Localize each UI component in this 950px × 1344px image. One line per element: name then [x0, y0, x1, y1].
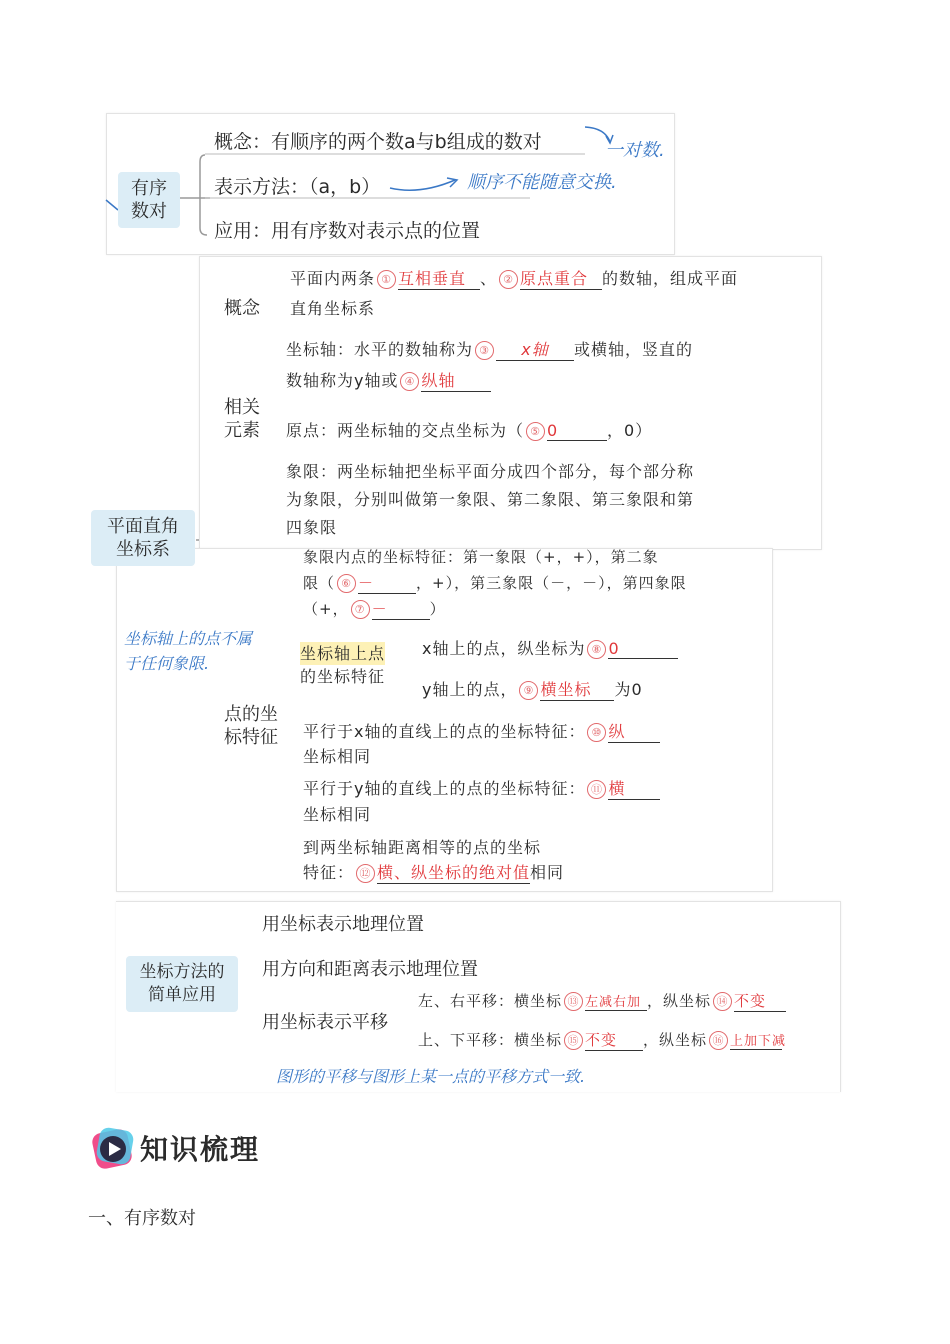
text: ）: [429, 600, 446, 618]
blank-number: ⑤: [526, 422, 545, 441]
text: 原点：两坐标轴的交点坐标为（: [286, 421, 525, 440]
node-text: 坐标方法的: [139, 962, 225, 982]
play-logo-icon: [90, 1125, 134, 1169]
plane-concept-line1: [290, 266, 738, 290]
on-axis-label: [300, 642, 385, 688]
blank-number: ⑮: [564, 1031, 583, 1050]
label-text: 点的坐: [224, 704, 278, 725]
parallel-y-line2: 坐标相同: [303, 805, 372, 824]
answer-2: 原点重合: [520, 266, 602, 290]
answer-1: 互相垂直: [398, 266, 480, 290]
axis-line1: [286, 337, 693, 361]
text: 限（: [303, 574, 336, 592]
node-text: 平面直角: [107, 516, 179, 537]
label-text: 元素: [224, 420, 260, 441]
blank-number: ⑫: [356, 864, 375, 883]
up-down-translation: [418, 1029, 787, 1051]
label-text: 标特征: [224, 727, 278, 748]
blank-number: ④: [400, 372, 419, 391]
geo-by-direction-distance: 用方向和距离表示地理位置: [262, 959, 478, 980]
blank-number: ⑦: [351, 600, 370, 619]
text: 相同: [530, 863, 565, 882]
blank-number: ⑨: [519, 681, 538, 700]
blank-number: ①: [377, 270, 396, 289]
answer-12: 横、纵坐标的绝对值: [377, 860, 530, 884]
ordered-pair-repr: 表示方法：（a，b）: [214, 176, 381, 198]
node-text: 简单应用: [148, 985, 216, 1005]
elements-label: [224, 396, 260, 442]
text: ，纵坐标: [643, 1031, 708, 1049]
parallel-x-line2: 坐标相同: [303, 747, 372, 766]
text: 左、右平移：横坐标: [418, 992, 563, 1010]
text: 或横轴，竖直的: [574, 340, 694, 359]
text: 平行于y轴的直线上的点的坐标特征：: [303, 779, 586, 798]
answer-10: 纵: [608, 719, 660, 743]
features-label: [224, 703, 278, 749]
translation-by-coordinates: 用坐标表示平移: [262, 1012, 388, 1033]
blank-number: ②: [499, 270, 518, 289]
text: ，纵坐标: [647, 992, 712, 1010]
y-axis-point: [422, 677, 643, 701]
node-ordered-pair: [118, 172, 180, 228]
geo-by-coordinates: 用坐标表示地理位置: [262, 914, 424, 935]
answer-14: 不变: [734, 990, 786, 1012]
text: x轴上的点，纵坐标为: [422, 639, 586, 658]
blank-number: ⑬: [564, 992, 583, 1011]
concept-note: 一对数.: [605, 140, 665, 161]
axis-line2: [286, 368, 491, 392]
quadrant-line3: 四象限: [286, 518, 338, 537]
answer-16: 上加下减: [730, 1030, 782, 1050]
text: y轴上的点，: [422, 680, 518, 699]
translation-note: 图形的平移与图形上某一点的平移方式一致.: [276, 1067, 586, 1086]
node-text: 数对: [131, 201, 167, 222]
text: 为0: [614, 680, 643, 699]
text: 的数轴，组成平面: [602, 269, 739, 288]
subsection-title: 一、有序数对: [88, 1208, 196, 1229]
blank-number: ⑯: [709, 1031, 728, 1050]
blank-number: ⑧: [587, 640, 606, 659]
blank-number: ⑩: [587, 723, 606, 742]
answer-13: 左减右加: [585, 991, 647, 1011]
section-heading: 知识梳理: [140, 1133, 261, 1166]
note-text: 于任何象限.: [124, 654, 210, 673]
blank-number: ③: [475, 341, 494, 360]
quadrant-line2: 为象限，分别叫做第一象限、第二象限、第三象限和第: [286, 490, 695, 509]
answer-11: 横: [608, 776, 660, 800]
quadrant-sign-line1: 象限内点的坐标特征：第一象限（+，+），第二象: [303, 548, 659, 566]
ordered-pair-concept: 概念：有顺序的两个数a与b组成的数对: [214, 131, 542, 153]
quadrant-sign-line3: [303, 598, 446, 620]
node-text: 坐标系: [116, 539, 170, 560]
parallel-x-line1: [303, 719, 660, 743]
node-coordinate-system: [91, 510, 195, 566]
plane-concept-line2: 直角坐标系: [290, 299, 376, 318]
parallel-y-line1: [303, 776, 660, 800]
text: ，+），第三象限（－，－），第四象限: [416, 574, 687, 592]
text: （+，: [303, 600, 349, 618]
node-coordinate-application: [126, 956, 238, 1012]
repr-note: 顺序不能随意交换.: [467, 172, 617, 193]
text: 数轴称为y轴或: [286, 371, 399, 390]
answer-4: 纵轴: [421, 368, 491, 392]
node-text: 有序: [131, 178, 167, 199]
on-axis-note: [124, 626, 252, 676]
answer-7: －: [372, 598, 430, 620]
origin-line: [286, 418, 652, 441]
text: 特征：: [303, 863, 355, 882]
x-axis-point: [422, 636, 678, 659]
answer-8: 0: [608, 639, 678, 659]
ordered-pair-app: 应用：用有序数对表示点的位置: [214, 220, 481, 242]
text: 上、下平移：横坐标: [418, 1031, 563, 1049]
label-text: 相关: [224, 397, 260, 418]
answer-3: x轴: [496, 337, 574, 361]
blank-number: ⑭: [713, 992, 732, 1011]
left-right-translation: [418, 990, 786, 1012]
blank-number: ⑥: [337, 574, 356, 593]
quadrant-line1: 象限：两坐标轴把坐标平面分成四个部分，每个部分称: [286, 462, 695, 481]
label-text: 坐标轴上点: [300, 644, 386, 663]
answer-6: －: [358, 572, 416, 594]
text: 平行于x轴的直线上的点的坐标特征：: [303, 722, 586, 741]
text: ，0）: [607, 421, 653, 440]
text: 坐标轴：水平的数轴称为: [286, 340, 474, 359]
answer-15: 不变: [585, 1029, 643, 1051]
text: 平面内两条: [290, 269, 376, 288]
equal-distance-line1: 到两坐标轴距离相等的点的坐标: [303, 838, 542, 857]
quadrant-sign-line2: [303, 572, 687, 594]
concept-label: 概念: [224, 298, 260, 319]
text: 、: [480, 269, 498, 288]
note-text: 坐标轴上的点不属: [124, 629, 253, 648]
equal-distance-line2: [303, 860, 564, 884]
answer-5: 0: [547, 421, 607, 441]
answer-9: 横坐标: [540, 677, 614, 701]
label-text: 的坐标特征: [300, 667, 386, 686]
blank-number: ⑪: [587, 780, 606, 799]
